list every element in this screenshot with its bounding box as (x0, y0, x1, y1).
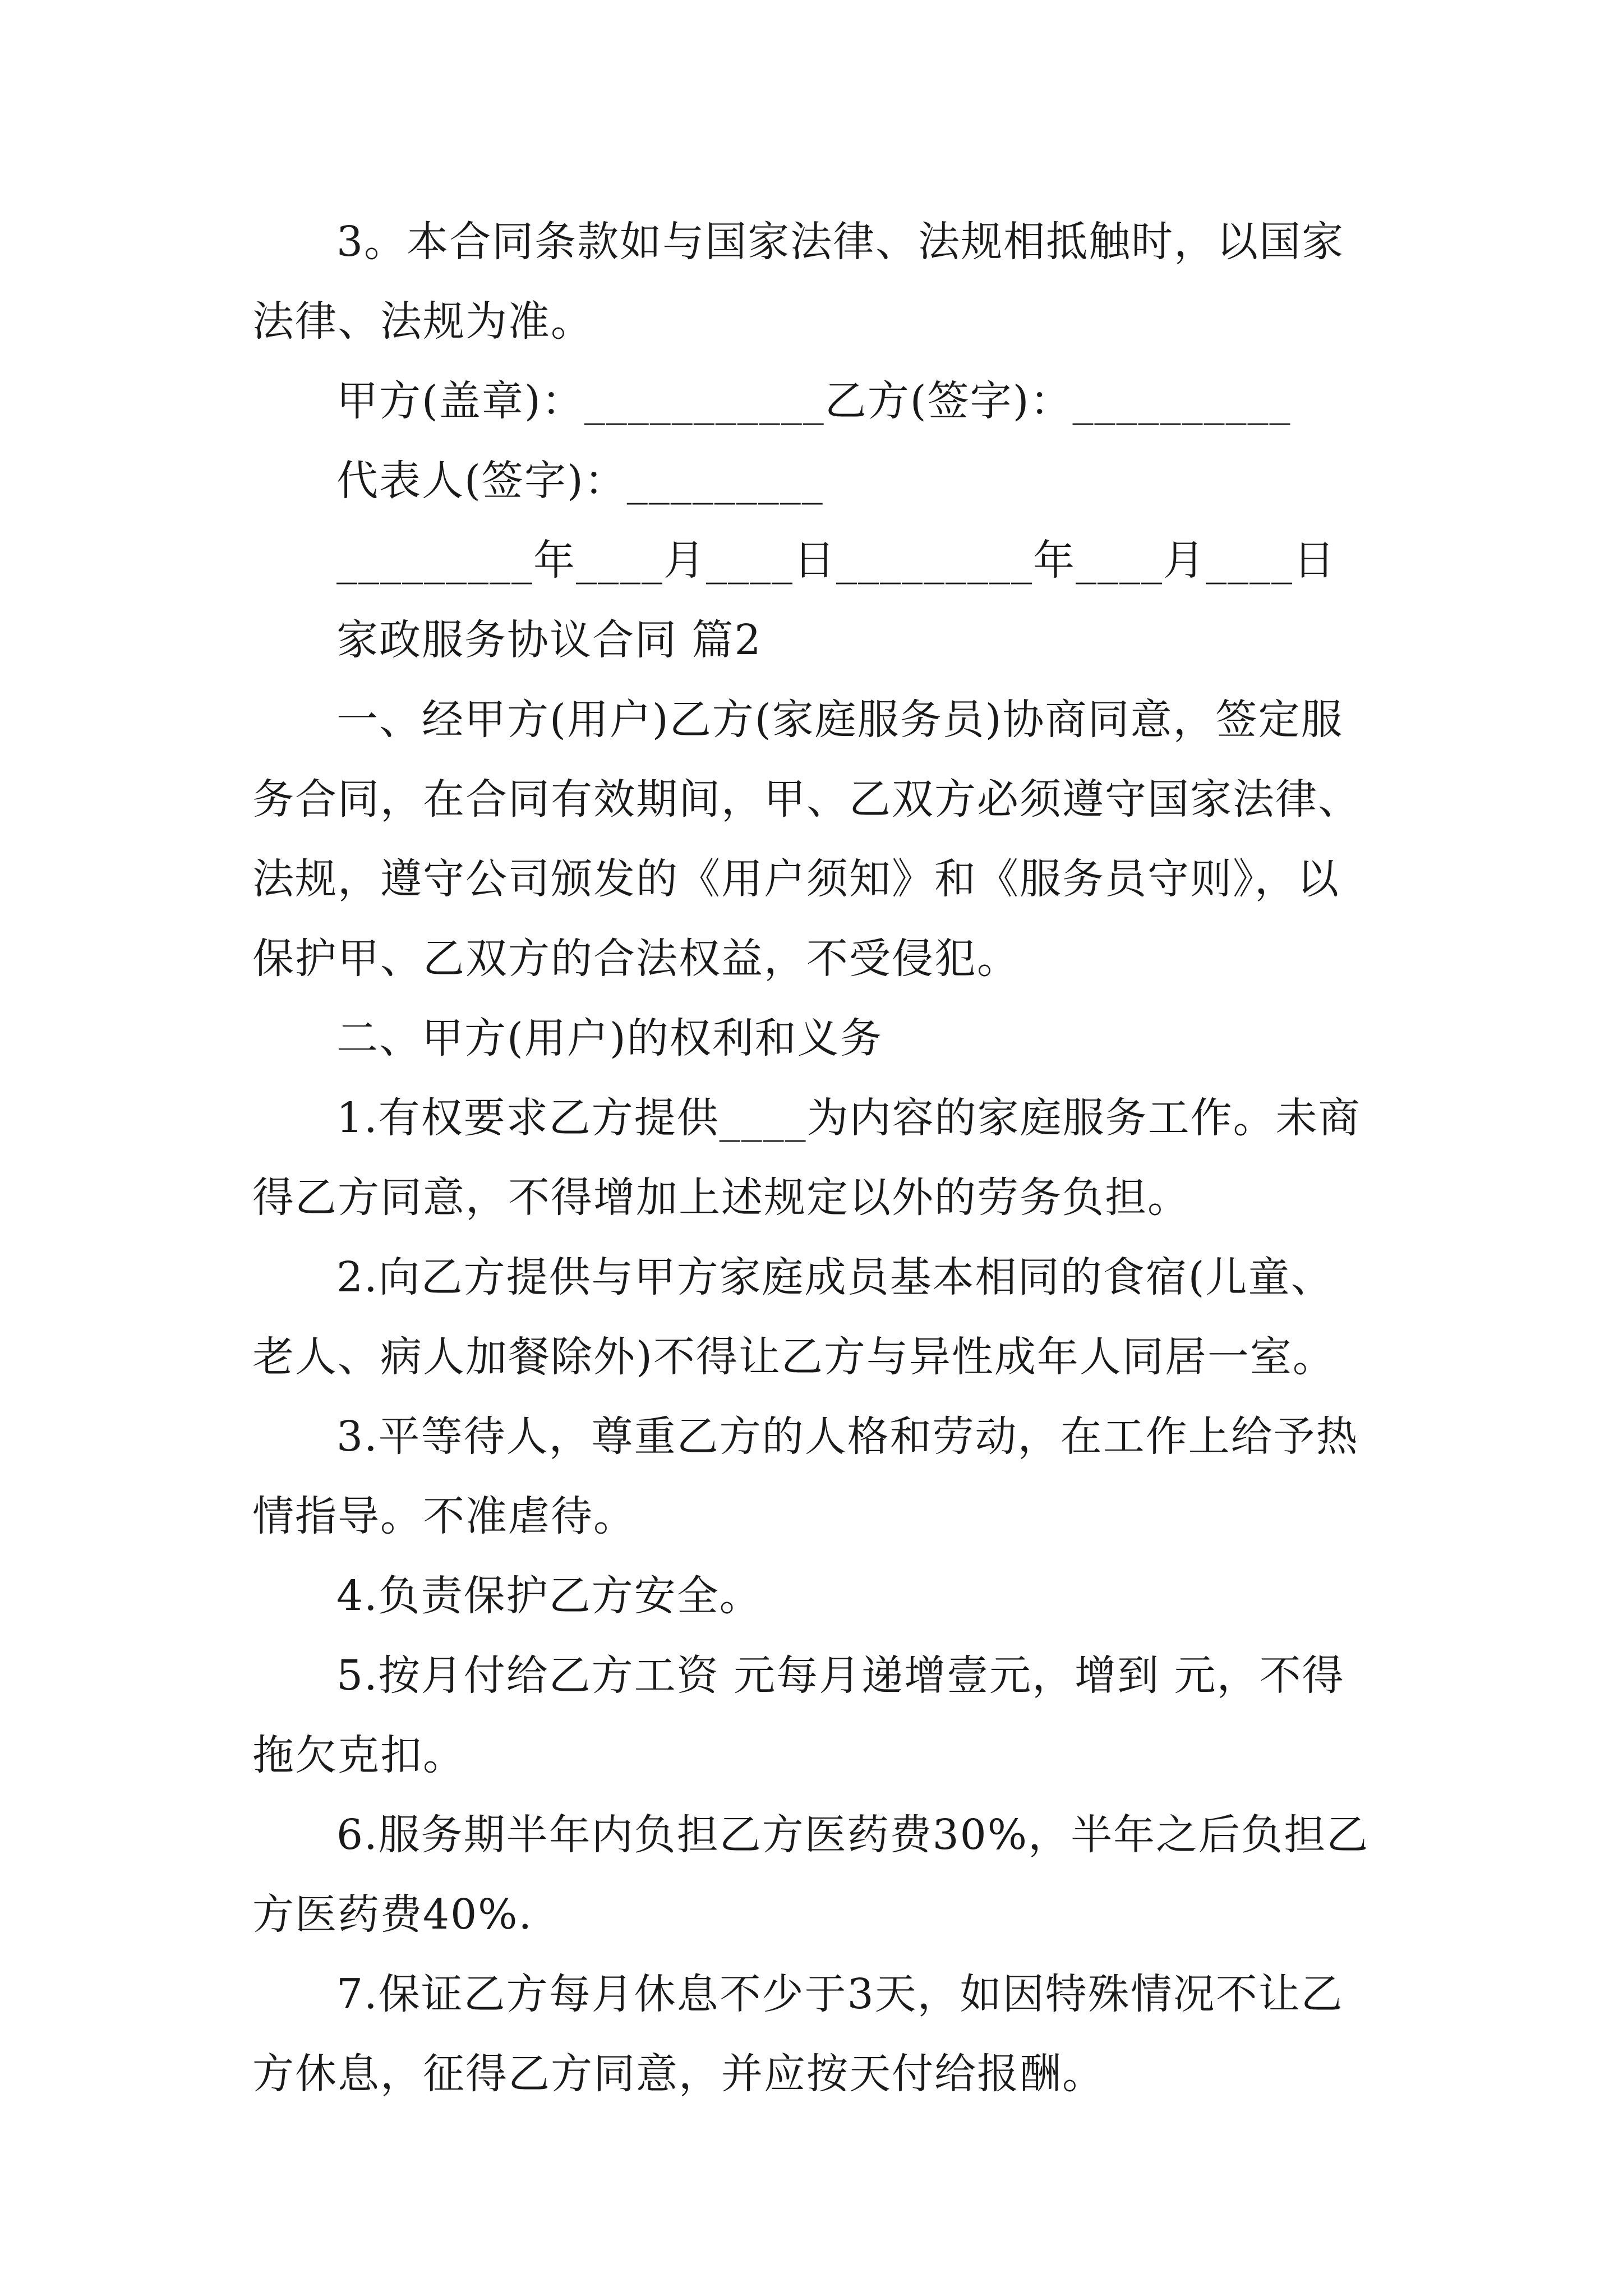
document-body (252, 202, 1408, 2114)
text-line: 4.负责保护乙方安全。 (336, 1572, 762, 1620)
text-line: 法律、法规为准。 (252, 297, 593, 346)
text-line: 拖欠克扣。 (252, 1731, 465, 1779)
text-line: 3。本合同条款如与国家法律、法规相抵触时，以国家 (336, 218, 1345, 266)
signature-line-representative: 代表人(签字)：_________ (336, 457, 824, 505)
text-line: 得乙方同意，不得增加上述规定以外的劳务负担。 (252, 1174, 1190, 1222)
text-line: 1.有权要求乙方提供____为内容的家庭服务工作。未商 (336, 1094, 1361, 1142)
text-line: 法规，遵守公司颁发的《用户须知》和《服务员守则》，以 (252, 855, 1340, 903)
text-line: 2.向乙方提供与甲方家庭成员基本相同的食宿(儿童、 (336, 1253, 1334, 1301)
section-title: 家政服务协议合同 篇2 (336, 616, 762, 664)
text-line: 老人、病人加餐除外)不得让乙方与异性成年人同居一室。 (252, 1333, 1335, 1381)
text-line: 保护甲、乙双方的合法权益，不受侵犯。 (252, 935, 1020, 983)
text-line: 方医药费40%. (252, 1890, 533, 1939)
text-line: 方休息，征得乙方同意，并应按天付给报酬。 (252, 2050, 1105, 2098)
text-line: 5.按月付给乙方工资 元每月递增壹元，增到 元，不得 (336, 1651, 1345, 1700)
text-line: 一、经甲方(用户)乙方(家庭服务员)协商同意，签定服 (336, 696, 1344, 744)
clause-heading: 二、甲方(用户)的权利和义务 (336, 1014, 883, 1062)
date-line: _________年____月____日_________年____月____日 (336, 536, 1336, 585)
text-line: 务合同，在合同有效期间，甲、乙双方必须遵守国家法律、 (252, 775, 1361, 823)
text-line: 6.服务期半年内负担乙方医药费30%，半年之后负担乙 (336, 1811, 1370, 1859)
text-line: 3.平等待人，尊重乙方的人格和劳动，在工作上给予热 (336, 1412, 1359, 1461)
text-line: 情指导。不准虐待。 (252, 1492, 636, 1540)
signature-line-parties: 甲方(盖章)：___________乙方(签字)：__________ (336, 377, 1292, 425)
text-line: 7.保证乙方每月休息不少于3天，如因特殊情况不让乙 (336, 1970, 1344, 2018)
